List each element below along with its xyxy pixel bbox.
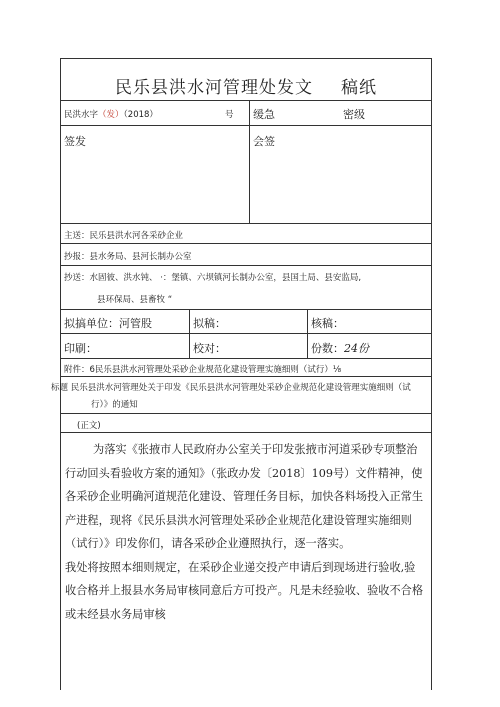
print-label: 印刷： — [64, 342, 97, 355]
cc-send-line1: 抄送：水固彼、洪水钝、 ·：堡镇、六坝镇河长制办公室，县国土局、县安监局, — [64, 273, 362, 283]
secrecy-label: 密级 — [343, 108, 365, 121]
title-row — [61, 59, 431, 101]
copies: 份数：24份 — [311, 342, 369, 355]
checker-label: 核稿： — [311, 317, 344, 330]
drafting-row — [61, 310, 431, 334]
body-paragraph-1: 为落实《张掖市人民政府办公室关于印发张掖市河道采砂专项整治行动回头看验收方案的通知》（张政办发〔2018〕109号）文件精神，使各采砂企业明确河道规范化建设、管理任务目标，加快各料场投入正常生产进程，现将《民乐县洪水河管理处采砂企业规范化建设管理实施细则（试行）》印发你们，请各采砂企业遵照执行，逐一落实。 — [65, 443, 424, 550]
main-send-row — [61, 224, 431, 244]
cc-report: 抄报：县水务局、县河长制办公室 — [64, 252, 192, 262]
cc-send-line2: 县环保局、县畜牧 “ — [97, 295, 173, 305]
proofread-label: 校对： — [193, 342, 226, 355]
doc-number-hao: 号 — [225, 110, 234, 120]
print-row — [61, 334, 431, 359]
page-title: 民乐县洪水河管理处发文 稿纸 — [115, 78, 377, 98]
urgency-label: 缓急 — [253, 108, 275, 121]
drafter-label: 拟稿： — [193, 317, 226, 330]
body-paragraph-2: 我处将按照本细则规定，在采砂企业递交投产申请后到现场进行验收,验收合格并上报县水务局审核同意后方可投产。凡是未经验收、验收不合格或未经县水务局审核 — [65, 560, 424, 621]
draft-form — [51, 58, 432, 690]
cc-send-row — [61, 266, 431, 310]
signer-label: 签发 — [64, 135, 86, 148]
countersign-label: 会签 — [253, 135, 275, 148]
attachment-row — [61, 359, 431, 377]
main-send: 主送：民乐县洪水河各采砂企业 — [64, 231, 184, 241]
body-section — [61, 414, 431, 690]
subject-row — [51, 377, 431, 414]
body-text — [65, 438, 425, 626]
doc-number: 民洪水字（发）（2018） — [64, 110, 158, 120]
doc-number-row — [61, 101, 431, 126]
subject-line2: 行）》的通知 — [91, 400, 138, 410]
subject-line1: 标题 民乐县洪水河管理处关于印发《民乐县洪水河管理处采砂企业规范化建设管理实施细则（试 — [51, 383, 411, 393]
body-label: (正文) — [77, 421, 101, 431]
drafting-unit: 拟搞单位：河管股 — [64, 317, 152, 330]
attachment: 附件：6民乐县洪水河管理处采砂企业规范化建设管理实施细则（试行）⅛ — [64, 365, 342, 375]
signer-row — [61, 126, 431, 224]
cc-report-row — [61, 244, 431, 266]
